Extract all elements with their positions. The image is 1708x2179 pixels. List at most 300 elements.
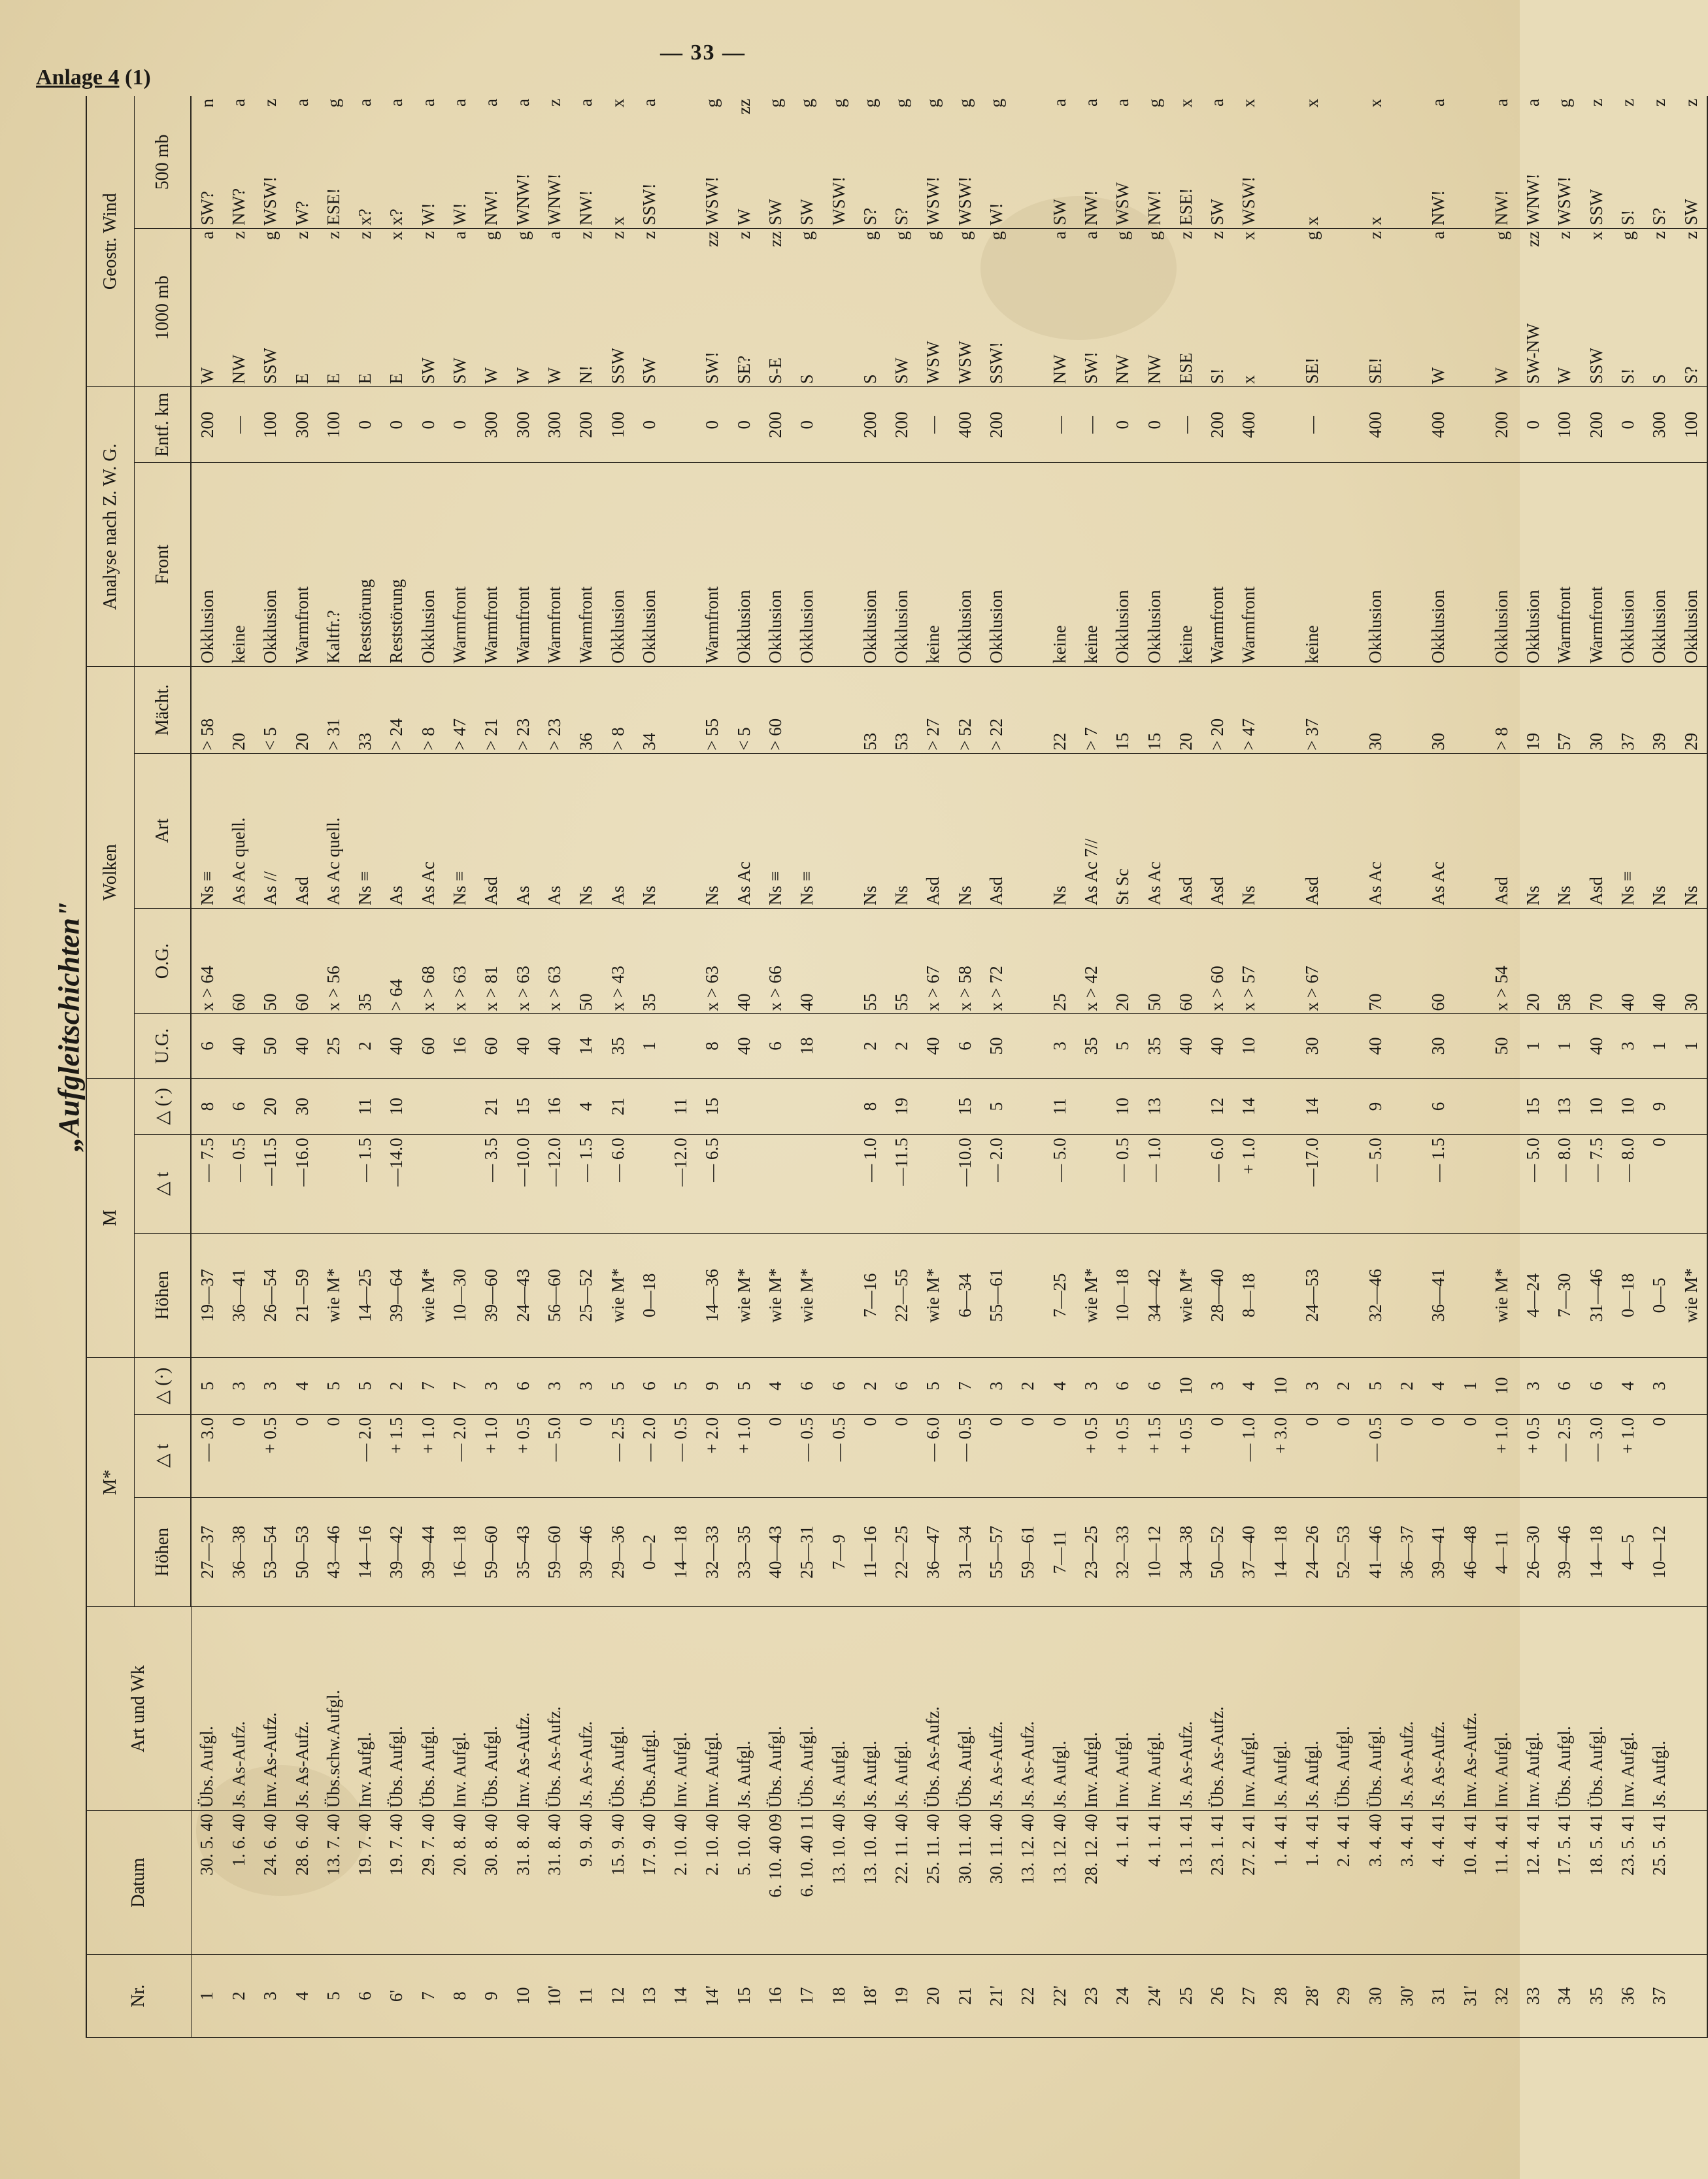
row-dt: + 1.5: [1139, 1414, 1170, 1497]
row-w500-class: g: [702, 99, 722, 108]
row-nr: 1: [191, 1954, 223, 2037]
row-dt: — 5.0: [539, 1414, 570, 1497]
row-dg: 7: [444, 1358, 475, 1415]
row-w1000-class: g: [1618, 231, 1637, 241]
row-w500-dir: x: [1365, 216, 1385, 226]
row-dt: — 3.0: [191, 1414, 223, 1497]
row-w1000-dir: SSW: [260, 347, 280, 384]
row-datum: 30. 11. 40: [980, 1811, 1012, 1955]
row-dg2: [1486, 1078, 1517, 1135]
row-dt: 0: [1013, 1414, 1044, 1497]
row-og: 50: [1139, 908, 1170, 1014]
row-w500-dir: NW!: [481, 190, 501, 226]
row-ug: 8: [697, 1014, 728, 1078]
row-entf: 200: [854, 387, 886, 463]
table-row: [1644, 96, 1675, 2038]
row-w500-dir: SSW: [1586, 189, 1606, 226]
row-datum: 13. 1. 41: [1170, 1811, 1201, 1955]
row-maecht: 53: [854, 666, 886, 753]
row-dt2: 0: [1644, 1135, 1675, 1233]
row-w500-class: a: [1523, 99, 1543, 107]
table-row: [792, 96, 823, 2038]
row-hoehen: 7—9: [823, 1497, 854, 1607]
row-art: Js. Aufgl.: [1044, 1607, 1075, 1811]
row-w1000: [854, 228, 886, 387]
row-datum: 15. 9. 40: [602, 1811, 633, 1955]
row-hoehen2: 39—64: [381, 1233, 412, 1358]
row-w500-dir: x: [607, 216, 628, 226]
row-entf: —: [223, 387, 254, 463]
row-front: keine: [1044, 462, 1075, 666]
row-wart: Ns: [854, 753, 886, 908]
row-dt: + 1.5: [381, 1414, 412, 1497]
row-w1000-dir: W: [1428, 367, 1448, 384]
row-ug: 1: [633, 1014, 665, 1078]
row-w1000: [1360, 228, 1391, 387]
row-datum: [1675, 1811, 1707, 1955]
row-w500-class: x: [1365, 99, 1385, 108]
row-wart: Asd: [286, 753, 318, 908]
annex-sub: (1): [125, 65, 151, 90]
row-maecht: [1013, 666, 1044, 753]
table-row: [476, 96, 507, 2038]
row-front: Reststörung: [349, 462, 380, 666]
row-front: Warmfront: [697, 462, 728, 666]
row-maecht: 15: [1139, 666, 1170, 753]
row-front: [1391, 462, 1422, 666]
row-w1000: [760, 228, 791, 387]
row-og: 25: [1044, 908, 1075, 1014]
row-w500-class: z: [1681, 99, 1701, 107]
row-w500: [349, 96, 380, 228]
row-wart: As: [602, 753, 633, 908]
row-nr: 18: [823, 1954, 854, 2037]
header-hoehen: Höhen: [135, 1497, 192, 1607]
row-datum: 4. 1. 41: [1107, 1811, 1139, 1955]
row-front: Okklusion: [980, 462, 1012, 666]
row-maecht: > 58: [191, 666, 223, 753]
row-nr: 30': [1391, 1954, 1422, 2037]
row-wart: Ns: [1044, 753, 1075, 908]
row-og: 40: [1644, 908, 1675, 1014]
row-w1000-dir: NW: [1144, 354, 1164, 384]
row-w1000-class: x: [1586, 231, 1606, 241]
row-w1000: [381, 228, 412, 387]
row-w1000-class: a: [544, 231, 564, 239]
header-analyse-group: Analyse nach Z. W. G.: [86, 387, 135, 667]
row-w1000-class: a: [197, 231, 217, 239]
row-w1000: [1107, 228, 1139, 387]
row-front: Warmfront: [507, 462, 539, 666]
row-entf: —: [918, 387, 949, 463]
row-nr: 4: [286, 1954, 318, 2037]
row-w500-dir: SW?: [197, 191, 217, 226]
row-datum: 5. 10. 40: [728, 1811, 760, 1955]
row-og: x > 42: [1075, 908, 1107, 1014]
row-w500-class: g: [797, 99, 817, 108]
row-dg: 6: [792, 1358, 823, 1415]
row-hoehen: 24—26: [1296, 1497, 1328, 1607]
row-w500: [1296, 96, 1328, 228]
row-w1000: [728, 228, 760, 387]
row-dt2: [1328, 1135, 1360, 1233]
row-hoehen: 50—53: [286, 1497, 318, 1607]
row-art: Js. As-Aufz.: [571, 1607, 602, 1811]
row-w1000-class: zz: [1523, 231, 1543, 247]
row-og: x > 68: [412, 908, 444, 1014]
row-w1000-dir: S!: [1618, 368, 1637, 384]
row-wart: Ns: [1517, 753, 1549, 908]
row-dg2: 16: [539, 1078, 570, 1135]
row-entf: 100: [318, 387, 349, 463]
row-ug: 10: [1233, 1014, 1265, 1078]
row-hoehen: 53—54: [255, 1497, 286, 1607]
row-nr: 19: [886, 1954, 918, 2037]
row-og: 50: [571, 908, 602, 1014]
row-w500-dir: WSW: [1113, 182, 1133, 226]
row-dg2: 6: [1423, 1078, 1454, 1135]
table-row: [1233, 96, 1265, 2038]
row-wart: [665, 753, 696, 908]
row-hoehen2: 31—46: [1581, 1233, 1612, 1358]
row-w1000: [444, 228, 475, 387]
row-hoehen: 34—38: [1170, 1497, 1201, 1607]
row-dt: 0: [223, 1414, 254, 1497]
row-wart: Asd: [1486, 753, 1517, 908]
row-w1000-dir: E: [323, 373, 343, 384]
row-w1000-dir: SSW!: [986, 341, 1007, 384]
row-w1000-dir: S: [797, 374, 817, 384]
header-maecht: Mächt.: [135, 666, 192, 753]
row-nr: 18': [854, 1954, 886, 2037]
table-row: [1360, 96, 1391, 2038]
row-nr: 9: [476, 1954, 507, 2037]
row-w500-class: g: [1554, 99, 1575, 108]
row-ug: 3: [1612, 1014, 1643, 1078]
row-hoehen2: wie M*: [1675, 1233, 1707, 1358]
row-dt: — 3.0: [1581, 1414, 1612, 1497]
row-front: Okklusion: [1486, 462, 1517, 666]
row-w1000-class: g: [1302, 231, 1322, 241]
row-art: Übs. Aufgl.: [949, 1607, 980, 1811]
row-ug: [1391, 1014, 1422, 1078]
row-maecht: 20: [286, 666, 318, 753]
row-w500: [1170, 96, 1201, 228]
row-ug: 18: [792, 1014, 823, 1078]
row-maecht: > 60: [760, 666, 791, 753]
row-dt: — 0.5: [823, 1414, 854, 1497]
row-ug: 6: [760, 1014, 791, 1078]
row-maecht: 39: [1644, 666, 1675, 753]
row-w500-class: x: [1239, 99, 1259, 108]
header-dt: △ t: [135, 1414, 192, 1497]
table-row: [823, 96, 854, 2038]
row-hoehen: 33—35: [728, 1497, 760, 1607]
row-dg2: [412, 1078, 444, 1135]
page-number: — 33 —: [660, 41, 746, 65]
row-w1000: [633, 228, 665, 387]
row-entf: [823, 387, 854, 463]
row-art: Übs. Aufgl.: [412, 1607, 444, 1811]
row-nr: 17: [792, 1954, 823, 2037]
row-nr: 24': [1139, 1954, 1170, 2037]
row-ug: 40: [728, 1014, 760, 1078]
row-front: Warmfront: [539, 462, 570, 666]
row-w500: [980, 96, 1012, 228]
row-maecht: > 52: [949, 666, 980, 753]
row-w1000-class: g: [923, 231, 943, 241]
row-w1000: [571, 228, 602, 387]
row-w500-dir: WNW!: [1523, 173, 1543, 226]
row-w500-dir: SSW!: [639, 183, 659, 226]
row-w500: [286, 96, 318, 228]
row-w500: [633, 96, 665, 228]
row-w1000: [697, 228, 728, 387]
row-maecht: 53: [886, 666, 918, 753]
row-maecht: 30: [1360, 666, 1391, 753]
row-nr: 7: [412, 1954, 444, 2037]
row-datum: 9. 9. 40: [571, 1811, 602, 1955]
row-entf: [1454, 387, 1486, 463]
row-art: Js. As-Aufz.: [1170, 1607, 1201, 1811]
row-wart: Ns ≡: [444, 753, 475, 908]
row-dg: 6: [1581, 1358, 1612, 1415]
row-dt: + 0.5: [1075, 1414, 1107, 1497]
row-w500-dir: NW!: [1491, 190, 1511, 226]
row-og: [1454, 908, 1486, 1014]
row-hoehen: 39—46: [1549, 1497, 1581, 1607]
table-body: [191, 96, 1707, 2038]
row-front: Okklusion: [1644, 462, 1675, 666]
row-nr: 29: [1328, 1954, 1360, 2037]
row-front: Okklusion: [633, 462, 665, 666]
header-og: O.G.: [135, 908, 192, 1014]
row-ug: 40: [539, 1014, 570, 1078]
row-dg: 4: [286, 1358, 318, 1415]
row-dt2: [823, 1135, 854, 1233]
row-wart: Asd: [476, 753, 507, 908]
row-entf: 0: [792, 387, 823, 463]
row-w500-class: a: [576, 99, 596, 107]
table-row: [507, 96, 539, 2038]
row-og: x > 57: [1233, 908, 1265, 1014]
row-w1000-dir: SW-NW: [1523, 323, 1543, 384]
row-dg: 6: [633, 1358, 665, 1415]
row-maecht: [792, 666, 823, 753]
row-art: Übs. As-Aufz.: [1202, 1607, 1233, 1811]
row-w500: [697, 96, 728, 228]
row-hoehen2: [823, 1233, 854, 1358]
row-dg2: 15: [697, 1078, 728, 1135]
header-w1000: 1000 mb: [135, 228, 192, 387]
row-w1000-dir: SSW: [607, 347, 628, 384]
row-wart: Ns: [1233, 753, 1265, 908]
row-w1000: [191, 228, 223, 387]
row-maecht: 20: [223, 666, 254, 753]
row-w500: [1075, 96, 1107, 228]
row-dg: 3: [1296, 1358, 1328, 1415]
row-maecht: [823, 666, 854, 753]
row-art: Inv. As-Aufz.: [255, 1607, 286, 1811]
row-hoehen2: wie M*: [1486, 1233, 1517, 1358]
row-nr: 5: [318, 1954, 349, 2037]
row-dt: + 1.0: [1612, 1414, 1643, 1497]
row-w1000: [318, 228, 349, 387]
row-wart: Asd: [1296, 753, 1328, 908]
header-front: Front: [135, 462, 192, 666]
row-art: Inv. Aufgl.: [665, 1607, 696, 1811]
row-dg2: 9: [1644, 1078, 1675, 1135]
row-maecht: 29: [1675, 666, 1707, 753]
row-front: Warmfront: [571, 462, 602, 666]
row-dg2: [1265, 1078, 1296, 1135]
row-og: x > 63: [444, 908, 475, 1014]
row-hoehen2: [1013, 1233, 1044, 1358]
row-dg: 3: [539, 1358, 570, 1415]
row-front: Warmfront: [286, 462, 318, 666]
row-w1000: [507, 228, 539, 387]
row-dt: 0: [1296, 1414, 1328, 1497]
row-entf: 300: [286, 387, 318, 463]
row-ug: [1013, 1014, 1044, 1078]
row-w500-class: x: [607, 99, 628, 108]
row-hoehen2: 21—59: [286, 1233, 318, 1358]
row-dg2: 10: [1581, 1078, 1612, 1135]
header-geostr-group: Geostr. Wind: [86, 96, 135, 387]
row-front: keine: [1170, 462, 1201, 666]
row-dt: + 0.5: [1107, 1414, 1139, 1497]
row-w1000-class: z: [1365, 231, 1385, 239]
row-dg2: 15: [949, 1078, 980, 1135]
row-nr: 28': [1296, 1954, 1328, 2037]
row-dg: 6: [823, 1358, 854, 1415]
row-ug: 1: [1549, 1014, 1581, 1078]
row-w1000-class: zz: [702, 231, 722, 247]
row-maecht: 20: [1170, 666, 1201, 753]
row-hoehen: 35—43: [507, 1497, 539, 1607]
row-og: x > 63: [507, 908, 539, 1014]
row-art: Js. Aufgl.: [728, 1607, 760, 1811]
row-hoehen2: 10—18: [1107, 1233, 1139, 1358]
row-w500: [728, 96, 760, 228]
row-w500-dir: NW!: [1144, 190, 1164, 226]
row-art: Übs. Aufgl.: [1581, 1607, 1612, 1811]
row-dt2: — 5.0: [1517, 1135, 1549, 1233]
row-wart: [1265, 753, 1296, 908]
row-wart: Ns: [886, 753, 918, 908]
row-w500-dir: NW?: [228, 188, 248, 226]
row-nr: 13: [633, 1954, 665, 2037]
row-nr: 31: [1423, 1954, 1454, 2037]
row-entf: 0: [1107, 387, 1139, 463]
row-maecht: 30: [1581, 666, 1612, 753]
row-entf: 0: [349, 387, 380, 463]
row-maecht: > 55: [697, 666, 728, 753]
table-row: [255, 96, 286, 2038]
row-datum: 13. 7. 40: [318, 1811, 349, 1955]
row-hoehen: 59—60: [476, 1497, 507, 1607]
row-dg2: 13: [1139, 1078, 1170, 1135]
row-dg2: [444, 1078, 475, 1135]
row-w500-dir: SW: [1681, 199, 1701, 226]
row-hoehen: 36—37: [1391, 1497, 1422, 1607]
row-dt: 0: [1644, 1414, 1675, 1497]
row-hoehen: 52—53: [1328, 1497, 1360, 1607]
row-dg: 3: [980, 1358, 1012, 1415]
row-art: Übs.schw.Aufgl.: [318, 1607, 349, 1811]
table-row: [1296, 96, 1328, 2038]
row-dg: 4: [1233, 1358, 1265, 1415]
row-w500-class: a: [386, 99, 407, 107]
row-w1000-dir: S: [1649, 374, 1669, 384]
row-hoehen: 10—12: [1139, 1497, 1170, 1607]
row-w1000: [1423, 228, 1454, 387]
row-dg2: [1328, 1078, 1360, 1135]
row-w1000-dir: E: [355, 373, 375, 384]
header-row-groups: [86, 96, 135, 2038]
row-w500-dir: WSW!: [1554, 176, 1575, 226]
row-w1000: [918, 228, 949, 387]
row-hoehen: [1675, 1497, 1707, 1607]
header-mstar-group: M*: [86, 1358, 135, 1607]
row-hoehen: 29—36: [602, 1497, 633, 1607]
row-dg: 7: [412, 1358, 444, 1415]
row-entf: 400: [1360, 387, 1391, 463]
row-dt2: — 7.5: [191, 1135, 223, 1233]
row-art: Inv. As-Aufz.: [1454, 1607, 1486, 1811]
row-dt2: [1391, 1135, 1422, 1233]
table-row: [286, 96, 318, 2038]
row-w1000-class: x: [386, 231, 407, 241]
header-art: Art und Wk: [86, 1607, 191, 1811]
row-ug: 3: [1044, 1014, 1075, 1078]
row-entf: 300: [1644, 387, 1675, 463]
row-nr: 6: [349, 1954, 380, 2037]
row-nr: 25: [1170, 1954, 1201, 2037]
row-hoehen2: 26—54: [255, 1233, 286, 1358]
row-w500-dir: ESE!: [323, 188, 343, 226]
row-dt: + 0.5: [507, 1414, 539, 1497]
row-maecht: [1328, 666, 1360, 753]
row-w500-dir: W!: [418, 203, 438, 226]
row-w1000: [1075, 228, 1107, 387]
row-maecht: > 22: [980, 666, 1012, 753]
row-dt: + 1.0: [476, 1414, 507, 1497]
row-ug: 50: [980, 1014, 1012, 1078]
row-w500: [381, 96, 412, 228]
row-dg2: 14: [1233, 1078, 1265, 1135]
row-w1000-class: z: [639, 231, 659, 239]
row-entf: 300: [507, 387, 539, 463]
row-dt2: — 0.5: [1107, 1135, 1139, 1233]
row-w1000-dir: S?: [1681, 366, 1701, 384]
row-hoehen: 0—2: [633, 1497, 665, 1607]
row-dg: 5: [349, 1358, 380, 1415]
row-ug: [1454, 1014, 1486, 1078]
row-hoehen2: wie M*: [318, 1233, 349, 1358]
table-row: [1202, 96, 1233, 2038]
row-dt2: [1486, 1135, 1517, 1233]
row-wart: Ns: [571, 753, 602, 908]
row-hoehen2: [665, 1233, 696, 1358]
row-w500: [1423, 96, 1454, 228]
row-datum: 13. 12. 40: [1013, 1811, 1044, 1955]
row-wart: Ns: [1644, 753, 1675, 908]
row-dg: 3: [223, 1358, 254, 1415]
row-nr: 35: [1581, 1954, 1612, 2037]
row-hoehen2: 34—42: [1139, 1233, 1170, 1358]
row-w1000-class: a: [1428, 231, 1448, 239]
